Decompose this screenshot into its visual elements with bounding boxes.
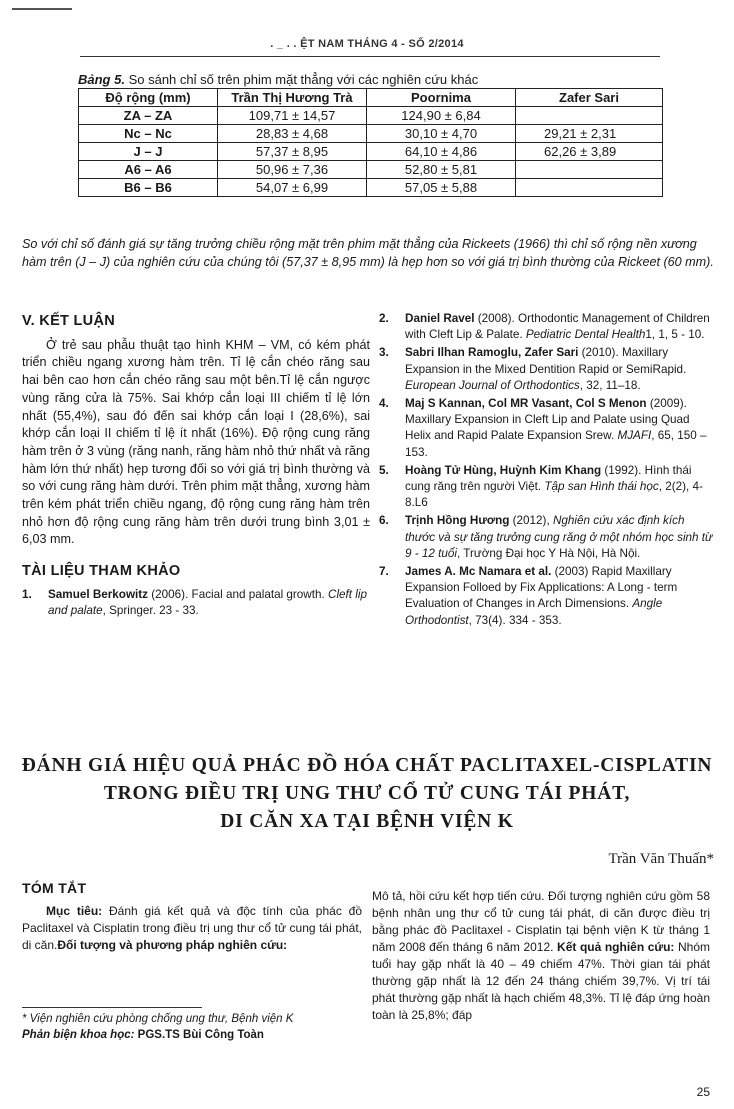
reference-author: Maj S Kannan, Col MR Vasant, Col S Menon [405, 397, 647, 411]
reference-item [379, 345, 715, 394]
footnote-rule [22, 1007, 202, 1008]
running-header: . _ . . ỆT NAM THÁNG 4 - SỐ 2/2014 [270, 38, 464, 50]
table-cell: 50,96 ± 7,36 [218, 161, 367, 179]
footnote-affiliation: * Viện nghiên cứu phòng chống ung thư, Bệnh viện K [22, 1013, 294, 1025]
article-author: Trần Văn Thuấn* [608, 851, 714, 867]
table-cell: ZA – ZA [79, 107, 218, 125]
article-title-line: ĐÁNH GIÁ HIỆU QUẢ PHÁC ĐỒ HÓA CHẤT PACLITAXEL-CISPLATIN [21, 755, 713, 776]
reference-text: (2006). Facial and palatal growth. [148, 587, 328, 601]
reference-tail: , 32, 11–18. [579, 378, 641, 392]
reference-author: James A. Mc Namara et al. [405, 565, 552, 579]
reference-text: (2003) Rapid Maxillary Expansion Folloed by Fix Applications: A Long - term Evaluation of Changes in Arch Dimensions. [405, 565, 678, 611]
table-row [79, 107, 663, 125]
table-cell: 57,05 ± 5,88 [367, 179, 516, 197]
table-row [79, 179, 663, 197]
table-cell [516, 161, 663, 179]
table-cell [516, 107, 663, 125]
article-title-line: DI CĂN XA TẠI BỆNH VIỆN K [220, 811, 514, 832]
reference-number: 1. [22, 587, 32, 601]
reference-tail: , 2(2), 4-8.L6 [405, 480, 703, 510]
table-header-cell: Zafer Sari [516, 89, 663, 107]
table-cell: 57,37 ± 8,95 [218, 143, 367, 161]
summary-paragraph [22, 903, 362, 954]
reference-author: Samuel Berkowitz [48, 587, 149, 601]
table-cell: 109,71 ± 14,57 [218, 107, 367, 125]
table-row [79, 143, 663, 161]
reference-text: (1992). Hình thái cung răng trên người Việt. [405, 463, 692, 494]
article-title-line: TRONG ĐIỀU TRỊ UNG THƯ CỔ TỬ CUNG TÁI PHÁT, [103, 783, 631, 804]
table-cell: Nc – Nc [79, 125, 218, 143]
article-title [0, 752, 734, 836]
reference-item [379, 311, 715, 343]
table-cell: 28,83 ± 4,68 [218, 125, 367, 143]
corner-mark [12, 8, 72, 10]
methods-label: Đối tượng và phương pháp nghiên cứu: [57, 938, 288, 952]
header-rule [80, 56, 660, 57]
reference-journal: Pediatric Dental Health [525, 328, 646, 342]
reference-number: 7. [379, 565, 389, 579]
table-cell: B6 – B6 [79, 179, 218, 197]
references-heading: TÀI LIỆU THAM KHẢO [22, 563, 181, 580]
table-caption [78, 72, 478, 87]
reference-tail: , 65, 150 – 153. [405, 429, 707, 459]
reference-text: (2012), [509, 514, 553, 528]
conclusion-column [22, 313, 370, 621]
reference-author: Trịnh Hồng Hương [405, 514, 510, 528]
reference-number: 5. [379, 463, 389, 477]
reference-number: 4. [379, 397, 389, 411]
reference-item [379, 513, 715, 562]
reference-item [379, 564, 715, 629]
reference-tail: , Trường Đại học Y Hà Nội, Hà Nội. [456, 546, 641, 560]
conclusion-heading: V. KẾT LUẬN [22, 313, 115, 329]
comparison-table [78, 88, 663, 197]
reference-text: (2009). Maxillary Expansion in Cleft Lip and Palate using Quad Helix and Rapid Palate Expansion Srew. [405, 397, 690, 443]
reference-item [22, 587, 370, 619]
table-cell: 54,07 ± 6,99 [218, 179, 367, 197]
reference-number: 3. [379, 346, 389, 360]
reference-item [379, 396, 715, 461]
reference-tail: 1, 1, 5 - 10. [645, 328, 705, 342]
reference-tail: , 73(4). 334 - 353. [468, 613, 562, 627]
reference-tail: , Springer. 23 - 33. [102, 604, 199, 618]
reference-text: (2008). Orthodontic Management of Children with Cleft Lip & Palate. [405, 312, 710, 342]
footnote-reviewer: PGS.TS Bùi Công Toàn [134, 1029, 264, 1041]
footnote-reviewer-label: Phản biện khoa học: [22, 1029, 135, 1041]
table-cell: 124,90 ± 6,84 [367, 107, 516, 125]
objective-label: Mục tiêu: [46, 904, 103, 918]
methods-text: Mô tả, hồi cứu kết hợp tiến cứu. Đối tượng nghiên cứu gồm 58 bệnh nhân ung thư cổ tử cung tái phát, di căn được điều trị bằng phác đồ Paclitaxel - Cisplatin tại bệnh viện K từ tháng 1 năm 2008 đến tháng 6 năm 2012. [372, 889, 710, 954]
table-cell: 64,10 ± 4,86 [367, 143, 516, 161]
table-caption-label: Bảng 5. [78, 72, 125, 87]
table-header-cell: Trần Thị Hương Trà [218, 89, 367, 107]
page-number: 25 [696, 1085, 710, 1099]
reference-author: Daniel Ravel [405, 312, 475, 325]
footnote [22, 1011, 362, 1043]
summary-left-column [22, 880, 362, 954]
objective-text: Đánh giá kết quả và độc tính của phác đồ Paclitaxel và Cisplatin trong điều trị ung thư cổ tử cung tái phát, di căn. [22, 904, 362, 952]
table-cell: 29,21 ± 2,31 [516, 125, 663, 143]
table-header-row [79, 89, 663, 107]
table-note: So với chỉ số đánh giá sự tăng trưởng chiều rộng mặt trên phim mặt thẳng của Rickeets (1966) thì chỉ số rộng nền xương hàm trên (J – J) của nghiên cứu của chúng tôi (57,37 ± 8,95 mm) là hẹp hơn so với giá trị bình thường của Rickeet (60 mm). [22, 237, 714, 269]
summary-heading: TÓM TẮT [22, 880, 87, 896]
reference-journal: Nghiên cứu xác định kích thước và sự tăng trưởng cung răng ở một nhóm học sinh từ 9 - 12 tuổi [405, 514, 713, 560]
reference-journal: MJAFI [617, 429, 652, 443]
references-continued-column [379, 311, 715, 631]
reference-journal: Cleft lip and palate [48, 587, 367, 618]
table-header-cell: Poornima [367, 89, 516, 107]
table-row [79, 125, 663, 143]
reference-text: (2010). Maxillary Expansion in the Mixed Dentition Rapid or SemiRapid. [405, 346, 687, 376]
table-cell: J – J [79, 143, 218, 161]
reference-author: Hoàng Tử Hùng, Huỳnh Kim Khang [405, 463, 602, 477]
table-cell: A6 – A6 [79, 161, 218, 179]
reference-author: Sabri Ilhan Ramoglu, Zafer Sari [405, 346, 579, 360]
reference-number: 2. [379, 312, 389, 325]
conclusion-text: Ở trẻ sau phẫu thuật tạo hình KHM – VM, có kém phát triển chiều ngang xương hàm trên. Tỉ lệ cắn chéo răng sau hai bên cao hơn cắn chéo răng sau một bên.Tỉ lệ cắn ngược vùng răng cửa là 75%. Sai khớp cắn loại III chiếm tỉ lệ lớn nhất (55,4%), sau đó đến sai khớp cắn loại I (28,6%), sai khớp cắn loại II chiếm tỉ lệ ít nhất (16%). Độ rộng cung răng hàm trên ở 3 vùng (răng nanh, răng hàm nhỏ thứ nhất và răng hàm lớn thứ nhất) hẹp tương đối so với giá trị bình thường và so với cung răng hàm dưới. Trên phim mặt thẳng, xương hàm trên kém phát triển chiều ngang, độ rộng cung răng hàm trên nhỏ hơn độ rộng cung răng hàm trên dưới trung bình 3,01 ± 6,03 mm. [22, 337, 370, 547]
results-text: Nhóm tuổi hay gặp nhất là 40 – 49 chiếm 47%. Thời gian tái phát thường gặp nhất là 12 đến 24 tháng chiếm 39,7%. Vị trí tái phát thường gặp nhất là hạch chiếm 48,3%. Tỉ lệ đáp ứng hoàn toàn là 25,8%; đáp [372, 940, 710, 1022]
reference-journal: Tập san Hình thái học [544, 480, 659, 494]
table-row [79, 161, 663, 179]
summary-right-column [372, 888, 710, 1024]
reference-journal: European Journal of Orthodontics [405, 378, 580, 392]
reference-item [379, 463, 715, 512]
results-label: Kết quả nghiên cứu: [557, 940, 675, 954]
table-cell: 30,10 ± 4,70 [367, 125, 516, 143]
table-cell: 62,26 ± 3,89 [516, 143, 663, 161]
reference-journal: Angle Orthodontist [405, 597, 663, 627]
table-header-cell: Độ rộng (mm) [79, 89, 218, 107]
table-caption-text: So sánh chỉ số trên phim mặt thẳng với các nghiên cứu khác [124, 72, 479, 87]
table-cell: 52,80 ± 5,81 [367, 161, 516, 179]
table-cell [516, 179, 663, 197]
reference-number: 6. [379, 514, 389, 528]
